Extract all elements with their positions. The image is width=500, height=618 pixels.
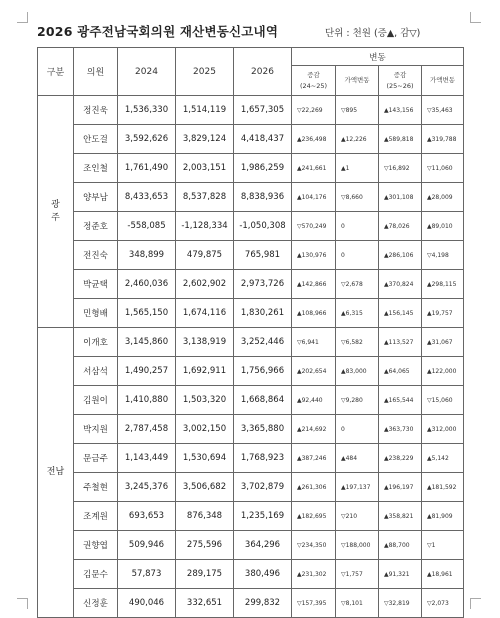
change-24-25: ▲142,866 xyxy=(292,270,336,299)
header-2025: 2025 xyxy=(176,48,234,96)
asset-2024: 3,245,376 xyxy=(118,473,176,502)
asset-2025: 1,530,694 xyxy=(176,444,234,473)
change-25-26: ▲301,108 xyxy=(379,183,422,212)
value-change-1: ▲1 xyxy=(336,154,379,183)
change-24-25: ▽234,350 xyxy=(292,531,336,560)
change-24-25: ▲202,654 xyxy=(292,357,336,386)
change-25-26: ▲143,156 xyxy=(379,96,422,125)
asset-2024: 1,536,330 xyxy=(118,96,176,125)
corner-mark-bottom-left xyxy=(17,598,28,609)
value-change-2: ▲5,142 xyxy=(422,444,464,473)
member-name: 권향엽 xyxy=(74,531,118,560)
value-change-2: ▲19,757 xyxy=(422,299,464,328)
value-change-2: ▲28,009 xyxy=(422,183,464,212)
member-name: 정준호 xyxy=(74,212,118,241)
asset-2024: 57,873 xyxy=(118,560,176,589)
table-row xyxy=(38,212,464,241)
asset-2025: 479,875 xyxy=(176,241,234,270)
asset-2026: 765,981 xyxy=(234,241,292,270)
asset-2025: 289,175 xyxy=(176,560,234,589)
value-change-2: ▽35,463 xyxy=(422,96,464,125)
value-change-1: ▲12,226 xyxy=(336,125,379,154)
change-25-26: ▲64,065 xyxy=(379,357,422,386)
asset-2025: 2,602,902 xyxy=(176,270,234,299)
change-24-25: ▲130,976 xyxy=(292,241,336,270)
value-change-1: ▲484 xyxy=(336,444,379,473)
change-24-25: ▲104,176 xyxy=(292,183,336,212)
asset-table xyxy=(37,47,464,618)
value-change-2: ▲18,961 xyxy=(422,560,464,589)
change-25-26: ▲286,106 xyxy=(379,241,422,270)
asset-2026: 3,365,880 xyxy=(234,415,292,444)
header-name: 의원 xyxy=(74,48,118,96)
value-change-1: ▽9,280 xyxy=(336,386,379,415)
asset-2026: 1,986,259 xyxy=(234,154,292,183)
change-25-26: ▲156,145 xyxy=(379,299,422,328)
corner-mark-top-left xyxy=(17,12,28,23)
header-region: 구분 xyxy=(38,48,74,96)
asset-2026: 8,838,936 xyxy=(234,183,292,212)
asset-2025: 1,514,119 xyxy=(176,96,234,125)
change-24-25: ▽6,941 xyxy=(292,328,336,357)
change-25-26: ▲370,824 xyxy=(379,270,422,299)
member-name: 문금주 xyxy=(74,444,118,473)
header-change-24-25-label: 증감 (24~25) xyxy=(299,70,328,90)
value-change-2: ▽15,060 xyxy=(422,386,464,415)
change-24-25: ▲236,498 xyxy=(292,125,336,154)
asset-2026: 1,830,261 xyxy=(234,299,292,328)
header-change-25-26 xyxy=(379,66,422,96)
region-label-text: 전남 xyxy=(46,467,65,477)
value-change-2: ▲89,010 xyxy=(422,212,464,241)
value-change-1: ▽188,000 xyxy=(336,531,379,560)
change-25-26: ▲91,321 xyxy=(379,560,422,589)
change-25-26: ▲196,197 xyxy=(379,473,422,502)
value-change-1: 0 xyxy=(336,415,379,444)
asset-2026: 1,235,169 xyxy=(234,502,292,531)
value-change-2: ▲122,000 xyxy=(422,357,464,386)
asset-2026: 380,496 xyxy=(234,560,292,589)
asset-2024: 1,761,490 xyxy=(118,154,176,183)
change-24-25: ▲261,306 xyxy=(292,473,336,502)
table-row xyxy=(38,328,464,357)
change-24-25: ▲92,440 xyxy=(292,386,336,415)
change-25-26: ▲589,818 xyxy=(379,125,422,154)
change-25-26: ▲88,700 xyxy=(379,531,422,560)
value-change-1: ▽1,757 xyxy=(336,560,379,589)
header-value-change-2: 가액변동 xyxy=(422,66,464,96)
member-name: 전진숙 xyxy=(74,241,118,270)
change-24-25: ▲387,246 xyxy=(292,444,336,473)
value-change-1: ▲197,137 xyxy=(336,473,379,502)
value-change-1: ▲6,315 xyxy=(336,299,379,328)
value-change-2: ▲181,592 xyxy=(422,473,464,502)
change-25-26: ▲363,730 xyxy=(379,415,422,444)
member-name: 박지원 xyxy=(74,415,118,444)
corner-mark-bottom-right xyxy=(470,598,481,609)
asset-2026: -1,050,308 xyxy=(234,212,292,241)
member-name: 김문수 xyxy=(74,560,118,589)
asset-2026: 2,973,726 xyxy=(234,270,292,299)
value-change-1: ▲83,000 xyxy=(336,357,379,386)
table-body xyxy=(38,96,464,618)
header-value-change-1: 가액변동 xyxy=(336,66,379,96)
asset-2026: 4,418,437 xyxy=(234,125,292,154)
value-change-1: ▽8,660 xyxy=(336,183,379,212)
table-row xyxy=(38,96,464,125)
asset-2024: 2,787,458 xyxy=(118,415,176,444)
asset-2024: 3,592,626 xyxy=(118,125,176,154)
member-name: 이개호 xyxy=(74,328,118,357)
asset-2024: 8,433,653 xyxy=(118,183,176,212)
change-25-26: ▲165,544 xyxy=(379,386,422,415)
member-name: 정진욱 xyxy=(74,96,118,125)
member-name: 안도걸 xyxy=(74,125,118,154)
member-name: 김원이 xyxy=(74,386,118,415)
region-label-text: 광 주 xyxy=(51,199,60,223)
asset-2025: 3,506,682 xyxy=(176,473,234,502)
value-change-2: ▲298,115 xyxy=(422,270,464,299)
member-name: 조인철 xyxy=(74,154,118,183)
member-name: 조계원 xyxy=(74,502,118,531)
header-2026: 2026 xyxy=(234,48,292,96)
value-change-1: ▽2,678 xyxy=(336,270,379,299)
value-change-1: 0 xyxy=(336,212,379,241)
value-change-2: ▲319,788 xyxy=(422,125,464,154)
asset-2025: 275,596 xyxy=(176,531,234,560)
region-label xyxy=(38,96,74,328)
change-24-25: ▽22,269 xyxy=(292,96,336,125)
value-change-1: ▽8,101 xyxy=(336,589,379,618)
table-row xyxy=(38,386,464,415)
asset-2026: 1,668,864 xyxy=(234,386,292,415)
change-24-25: ▲182,695 xyxy=(292,502,336,531)
asset-2025: 332,651 xyxy=(176,589,234,618)
asset-2026: 299,832 xyxy=(234,589,292,618)
asset-2026: 3,702,879 xyxy=(234,473,292,502)
table-row xyxy=(38,531,464,560)
asset-2024: 1,565,150 xyxy=(118,299,176,328)
member-name: 주철현 xyxy=(74,473,118,502)
table-row xyxy=(38,415,464,444)
unit-note: 단위 : 천원 (증▲, 감▽) xyxy=(325,28,421,39)
table-row xyxy=(38,560,464,589)
value-change-2: ▲81,909 xyxy=(422,502,464,531)
header-2024: 2024 xyxy=(118,48,176,96)
asset-2026: 1,768,923 xyxy=(234,444,292,473)
value-change-1: ▽210 xyxy=(336,502,379,531)
asset-2024: 1,490,257 xyxy=(118,357,176,386)
table-row xyxy=(38,357,464,386)
table-row xyxy=(38,154,464,183)
asset-2026: 3,252,446 xyxy=(234,328,292,357)
table-row xyxy=(38,183,464,212)
change-24-25: ▲214,692 xyxy=(292,415,336,444)
asset-2025: 3,829,124 xyxy=(176,125,234,154)
asset-2024: 509,946 xyxy=(118,531,176,560)
asset-2024: 2,460,036 xyxy=(118,270,176,299)
asset-2025: 3,002,150 xyxy=(176,415,234,444)
asset-2025: 1,503,320 xyxy=(176,386,234,415)
table-row xyxy=(38,444,464,473)
asset-2024: 1,410,880 xyxy=(118,386,176,415)
change-24-25: ▲241,661 xyxy=(292,154,336,183)
asset-2025: 2,003,151 xyxy=(176,154,234,183)
value-change-1: ▽895 xyxy=(336,96,379,125)
table-row xyxy=(38,270,464,299)
member-name: 박균택 xyxy=(74,270,118,299)
value-change-2: ▲312,000 xyxy=(422,415,464,444)
document-title: 2026 광주전남국회의원 재산변동신고내역 xyxy=(37,24,279,39)
change-25-26: ▲113,527 xyxy=(379,328,422,357)
asset-2024: 3,145,860 xyxy=(118,328,176,357)
asset-2024: 348,899 xyxy=(118,241,176,270)
table-row xyxy=(38,299,464,328)
member-name: 양부남 xyxy=(74,183,118,212)
member-name: 신정훈 xyxy=(74,589,118,618)
change-24-25: ▽157,395 xyxy=(292,589,336,618)
region-label xyxy=(38,328,74,618)
change-25-26: ▲238,229 xyxy=(379,444,422,473)
asset-2026: 1,657,305 xyxy=(234,96,292,125)
table-row xyxy=(38,241,464,270)
asset-2025: -1,128,334 xyxy=(176,212,234,241)
value-change-2: ▲31,067 xyxy=(422,328,464,357)
change-24-25: ▲231,302 xyxy=(292,560,336,589)
asset-2024: 693,653 xyxy=(118,502,176,531)
asset-2025: 876,348 xyxy=(176,502,234,531)
value-change-1: 0 xyxy=(336,241,379,270)
change-24-25: ▽570,249 xyxy=(292,212,336,241)
value-change-2: ▽1 xyxy=(422,531,464,560)
table-row xyxy=(38,473,464,502)
member-name: 민형배 xyxy=(74,299,118,328)
header-change-24-25 xyxy=(292,66,336,96)
asset-2026: 364,296 xyxy=(234,531,292,560)
change-24-25: ▲108,966 xyxy=(292,299,336,328)
value-change-2: ▽2,073 xyxy=(422,589,464,618)
corner-mark-top-right xyxy=(470,12,481,23)
header-change: 변동 xyxy=(292,48,464,66)
asset-2025: 8,537,828 xyxy=(176,183,234,212)
change-25-26: ▲78,026 xyxy=(379,212,422,241)
asset-2025: 3,138,919 xyxy=(176,328,234,357)
change-25-26: ▽16,892 xyxy=(379,154,422,183)
asset-2025: 1,692,911 xyxy=(176,357,234,386)
asset-2024: -558,085 xyxy=(118,212,176,241)
asset-2024: 490,046 xyxy=(118,589,176,618)
value-change-2: ▽11,060 xyxy=(422,154,464,183)
asset-2025: 1,674,116 xyxy=(176,299,234,328)
value-change-2: ▽4,198 xyxy=(422,241,464,270)
header-change-25-26-label: 증감 (25~26) xyxy=(386,70,414,90)
value-change-1: ▽6,582 xyxy=(336,328,379,357)
table-row xyxy=(38,589,464,618)
table-row xyxy=(38,125,464,154)
member-name: 서삼석 xyxy=(74,357,118,386)
change-25-26: ▽32,819 xyxy=(379,589,422,618)
change-25-26: ▲358,821 xyxy=(379,502,422,531)
table-row xyxy=(38,502,464,531)
asset-2024: 1,143,449 xyxy=(118,444,176,473)
asset-2026: 1,756,966 xyxy=(234,357,292,386)
